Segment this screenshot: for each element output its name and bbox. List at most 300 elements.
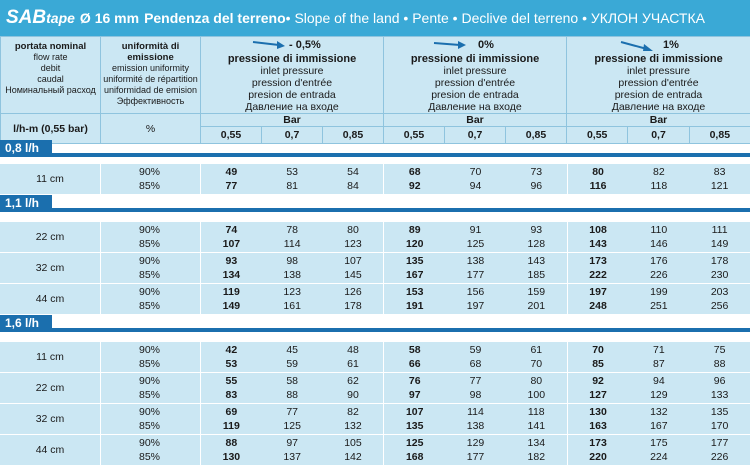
length-value: 114	[467, 405, 484, 419]
length-value: 149	[711, 237, 729, 251]
length-value: 130	[223, 450, 241, 464]
slope-header-neg: - 0,5% pressione di immissione inlet pressure pression d'entrée presion de entrada Давление на входе	[201, 37, 384, 114]
length-value: 135	[406, 254, 424, 268]
length-value: 128	[528, 237, 546, 251]
table-row	[0, 222, 750, 253]
table-row	[0, 164, 750, 195]
length-value: 127	[589, 388, 607, 402]
length-value: 230	[711, 268, 729, 282]
header-table	[0, 36, 750, 144]
length-value: 91	[470, 223, 482, 237]
length-value: 121	[711, 179, 729, 193]
uniformity-cell	[101, 222, 201, 252]
length-cell	[201, 342, 262, 372]
uniformity-value: 85%	[139, 237, 160, 251]
length-value: 58	[409, 343, 421, 357]
length-cell	[689, 222, 750, 252]
length-value: 163	[589, 419, 607, 433]
length-value: 149	[223, 299, 241, 313]
uniformity-value: 90%	[139, 405, 160, 419]
length-value: 138	[467, 254, 485, 268]
spacing-cell: 22 cm	[0, 373, 101, 403]
length-cell	[568, 404, 629, 434]
length-value: 75	[714, 343, 726, 357]
length-cell	[628, 253, 689, 283]
length-cell	[568, 284, 629, 314]
uniformity-value: 85%	[139, 419, 160, 433]
length-cell	[201, 435, 262, 465]
length-value: 88	[286, 388, 298, 402]
length-value: 222	[589, 268, 607, 282]
length-cell	[384, 164, 445, 194]
length-value: 173	[589, 436, 607, 450]
length-value: 177	[467, 268, 485, 282]
length-value: 74	[226, 223, 238, 237]
length-value: 53	[286, 165, 298, 179]
uniformity-cell	[101, 164, 201, 194]
uniformity-cell	[101, 435, 201, 465]
length-value: 92	[409, 179, 421, 193]
length-value: 135	[711, 405, 729, 419]
slope-group	[201, 435, 383, 465]
tape-size: Ø 16 mm	[80, 10, 139, 26]
length-value: 123	[344, 237, 362, 251]
length-value: 107	[223, 237, 241, 251]
length-cell	[262, 342, 323, 372]
length-value: 62	[347, 374, 359, 388]
length-value: 48	[347, 343, 359, 357]
length-value: 143	[528, 254, 546, 268]
length-value: 119	[223, 419, 240, 433]
uniformity-cell	[101, 253, 201, 283]
slope-group	[383, 373, 566, 403]
length-value: 82	[347, 405, 359, 419]
length-value: 66	[409, 357, 421, 371]
length-value: 42	[226, 343, 238, 357]
length-cell	[628, 404, 689, 434]
length-cell	[628, 284, 689, 314]
length-value: 94	[653, 374, 665, 388]
length-cell	[384, 222, 445, 252]
length-value: 133	[711, 388, 729, 402]
length-value: 138	[283, 268, 301, 282]
length-value: 71	[653, 343, 665, 357]
uniformity-value: 90%	[139, 223, 160, 237]
length-value: 145	[344, 268, 362, 282]
uniformity-value: 90%	[139, 165, 160, 179]
length-value: 107	[406, 405, 424, 419]
length-value: 111	[712, 223, 728, 237]
length-value: 197	[589, 285, 607, 299]
length-value: 83	[226, 388, 238, 402]
length-cell	[384, 435, 445, 465]
length-value: 175	[650, 436, 668, 450]
length-value: 167	[650, 419, 668, 433]
length-cell	[445, 253, 506, 283]
length-value: 82	[653, 165, 665, 179]
length-value: 68	[409, 165, 421, 179]
uniformity-value: 85%	[139, 268, 160, 282]
bar-group-zero: Bar 0,55 0,7 0,85	[384, 114, 567, 144]
length-value: 88	[714, 357, 726, 371]
length-cell	[568, 373, 629, 403]
length-value: 132	[650, 405, 668, 419]
length-cell	[323, 222, 384, 252]
length-value: 134	[528, 436, 546, 450]
spacing-cell: 32 cm	[0, 404, 101, 434]
section-header	[0, 195, 750, 212]
length-cell	[445, 222, 506, 252]
length-value: 199	[650, 285, 668, 299]
length-value: 59	[286, 357, 298, 371]
length-value: 224	[650, 450, 668, 464]
length-value: 137	[283, 450, 301, 464]
uniformity-cell	[101, 404, 201, 434]
slope-header-zero: 0% pressione di immissione inlet pressure pression d'entrée presion de entrada Давление на входе	[384, 37, 567, 114]
length-value: 68	[470, 357, 482, 371]
length-value: 156	[467, 285, 485, 299]
table-row	[0, 284, 750, 315]
length-value: 142	[344, 450, 362, 464]
table-row	[0, 373, 750, 404]
table-row	[0, 342, 750, 373]
length-cell	[201, 284, 262, 314]
bar-group-pos: Bar 0,55 0,7 0,85	[567, 114, 750, 144]
length-value: 107	[344, 254, 362, 268]
slope-group	[201, 222, 383, 252]
flow-rate-header: portata nominal flow rate debit caudal Номинальный расход	[1, 37, 101, 114]
length-cell	[201, 253, 262, 283]
length-value: 70	[592, 343, 604, 357]
length-value: 61	[347, 357, 359, 371]
length-value: 220	[589, 450, 607, 464]
slope-group	[201, 164, 383, 194]
length-cell	[568, 342, 629, 372]
length-value: 141	[528, 419, 546, 433]
length-cell	[262, 253, 323, 283]
length-value: 125	[406, 436, 424, 450]
length-cell	[506, 373, 567, 403]
length-value: 132	[344, 419, 362, 433]
length-cell	[323, 164, 384, 194]
table-body	[0, 140, 750, 466]
length-value: 129	[467, 436, 485, 450]
length-value: 77	[226, 179, 238, 193]
length-value: 89	[409, 223, 421, 237]
section-gap	[0, 212, 750, 222]
slope-group	[201, 373, 383, 403]
uniformity-value: 90%	[139, 436, 160, 450]
length-value: 96	[714, 374, 726, 388]
length-value: 135	[406, 419, 424, 433]
slope-group	[383, 284, 566, 314]
length-cell	[506, 222, 567, 252]
length-value: 92	[592, 374, 604, 388]
length-cell	[262, 404, 323, 434]
slope-group	[567, 342, 750, 372]
length-value: 114	[284, 237, 301, 251]
length-cell	[323, 373, 384, 403]
length-cell	[384, 373, 445, 403]
length-value: 76	[409, 374, 421, 388]
length-cell	[262, 373, 323, 403]
spacing-cell: 44 cm	[0, 284, 101, 314]
length-value: 178	[344, 299, 362, 313]
length-value: 78	[286, 223, 298, 237]
length-value: 83	[714, 165, 726, 179]
length-cell	[201, 373, 262, 403]
length-cell	[689, 164, 750, 194]
length-cell	[323, 435, 384, 465]
length-value: 123	[283, 285, 301, 299]
uniformity-value: 85%	[139, 179, 160, 193]
length-cell	[628, 435, 689, 465]
length-value: 138	[467, 419, 485, 433]
length-cell	[628, 222, 689, 252]
length-cell	[568, 164, 629, 194]
section-gap	[0, 157, 750, 164]
length-value: 125	[283, 419, 301, 433]
length-value: 73	[530, 165, 542, 179]
length-value: 69	[226, 405, 238, 419]
length-value: 251	[650, 299, 668, 313]
length-value: 87	[653, 357, 665, 371]
slope-arrow-icon	[432, 39, 468, 51]
slope-group	[201, 342, 383, 372]
uniformity-header: uniformità di emissione emission uniformity uniformité de répartition uniformidad de emision Эффективность	[101, 37, 201, 114]
length-value: 85	[592, 357, 604, 371]
length-value: 98	[470, 388, 482, 402]
length-value: 90	[347, 388, 359, 402]
length-value: 70	[470, 165, 482, 179]
section-header	[0, 315, 750, 332]
slope-group	[567, 404, 750, 434]
table-row	[0, 435, 750, 466]
section-divider	[52, 328, 750, 332]
length-value: 45	[286, 343, 298, 357]
slope-arrow-icon	[619, 39, 655, 53]
length-value: 125	[467, 237, 485, 251]
length-value: 226	[711, 450, 729, 464]
length-value: 97	[409, 388, 421, 402]
slope-group	[567, 164, 750, 194]
slope-group	[383, 342, 566, 372]
length-value: 161	[283, 299, 301, 313]
length-cell	[445, 373, 506, 403]
length-cell	[445, 404, 506, 434]
length-cell	[506, 253, 567, 283]
uniformity-value: 90%	[139, 343, 160, 357]
length-cell	[628, 342, 689, 372]
slope-group	[383, 222, 566, 252]
title-bar	[0, 0, 750, 36]
uniformity-unit-label: %	[101, 114, 201, 144]
length-value: 49	[226, 165, 238, 179]
section-gap	[0, 332, 750, 342]
length-value: 80	[592, 165, 604, 179]
slope-arrow-icon	[251, 39, 287, 51]
slope-group	[567, 435, 750, 465]
length-cell	[262, 284, 323, 314]
length-value: 108	[589, 223, 607, 237]
length-cell	[384, 253, 445, 283]
slope-group	[383, 253, 566, 283]
bar-group-neg: Bar 0,55 0,7 0,85	[201, 114, 384, 144]
spacing-cell: 11 cm	[0, 164, 101, 194]
length-value: 182	[528, 450, 546, 464]
uniformity-cell	[101, 342, 201, 372]
length-value: 167	[406, 268, 424, 282]
uniformity-value: 90%	[139, 374, 160, 388]
length-cell	[568, 435, 629, 465]
length-cell	[262, 222, 323, 252]
uniformity-value: 85%	[139, 299, 160, 313]
slope-group	[383, 404, 566, 434]
length-cell	[201, 404, 262, 434]
length-value: 191	[406, 299, 424, 313]
length-value: 59	[470, 343, 482, 357]
length-value: 70	[530, 357, 542, 371]
length-value: 118	[528, 405, 545, 419]
length-value: 173	[589, 254, 607, 268]
length-cell	[445, 342, 506, 372]
length-cell	[689, 253, 750, 283]
length-cell	[201, 222, 262, 252]
length-value: 110	[650, 223, 667, 237]
slope-group	[201, 253, 383, 283]
uniformity-value: 85%	[139, 357, 160, 371]
uniformity-value: 85%	[139, 450, 160, 464]
title-translations: • Slope of the land • Pente • Declive del terreno • УКЛОН УЧАСТКА	[286, 10, 705, 26]
length-value: 96	[530, 179, 542, 193]
length-value: 105	[344, 436, 362, 450]
length-value: 81	[286, 179, 298, 193]
length-cell	[445, 284, 506, 314]
title-italian: Pendenza del terreno	[144, 10, 286, 26]
length-value: 119	[223, 285, 240, 299]
length-value: 178	[711, 254, 729, 268]
length-value: 126	[344, 285, 362, 299]
length-value: 94	[470, 179, 482, 193]
length-value: 55	[226, 374, 238, 388]
length-value: 61	[530, 343, 542, 357]
length-cell	[323, 253, 384, 283]
length-cell	[689, 284, 750, 314]
length-cell	[323, 404, 384, 434]
length-cell	[323, 342, 384, 372]
length-value: 168	[406, 450, 424, 464]
length-value: 256	[711, 299, 729, 313]
length-value: 77	[470, 374, 482, 388]
length-cell	[689, 342, 750, 372]
length-value: 146	[650, 237, 668, 251]
length-value: 201	[528, 299, 546, 313]
length-cell	[568, 253, 629, 283]
length-cell	[262, 164, 323, 194]
length-value: 97	[286, 436, 298, 450]
length-value: 53	[226, 357, 238, 371]
length-cell	[445, 435, 506, 465]
length-value: 77	[286, 405, 298, 419]
length-cell	[384, 284, 445, 314]
length-value: 100	[528, 388, 546, 402]
length-value: 93	[226, 254, 238, 268]
length-value: 226	[650, 268, 668, 282]
length-cell	[568, 222, 629, 252]
length-value: 176	[650, 254, 668, 268]
length-cell	[323, 284, 384, 314]
spacing-cell: 11 cm	[0, 342, 101, 372]
section-label: 1,6 l/h	[0, 315, 52, 332]
length-cell	[689, 373, 750, 403]
length-value: 203	[711, 285, 729, 299]
slope-group	[201, 284, 383, 314]
length-value: 120	[406, 237, 424, 251]
table-row	[0, 253, 750, 284]
slope-group	[567, 253, 750, 283]
length-value: 84	[347, 179, 359, 193]
length-value: 93	[530, 223, 542, 237]
length-value: 143	[589, 237, 607, 251]
length-value: 185	[528, 268, 546, 282]
length-cell	[506, 284, 567, 314]
section-label: 1,1 l/h	[0, 195, 52, 212]
length-cell	[506, 435, 567, 465]
uniformity-value: 90%	[139, 254, 160, 268]
uniformity-cell	[101, 373, 201, 403]
length-cell	[506, 404, 567, 434]
section-label: 0,8 l/h	[0, 140, 52, 157]
slope-group	[383, 164, 566, 194]
uniformity-value: 85%	[139, 388, 160, 402]
slope-group	[383, 435, 566, 465]
length-value: 248	[589, 299, 607, 313]
length-value: 98	[286, 254, 298, 268]
table-row	[0, 404, 750, 435]
section-divider	[52, 208, 750, 212]
length-cell	[628, 373, 689, 403]
length-cell	[689, 404, 750, 434]
section-header	[0, 140, 750, 157]
length-cell	[384, 404, 445, 434]
length-cell	[384, 342, 445, 372]
slope-header-pos: 1% pressione di immissione inlet pressure pression d'entrée presion de entrada Давление на входе	[567, 37, 750, 114]
length-value: 177	[711, 436, 729, 450]
spacing-cell: 44 cm	[0, 435, 101, 465]
slope-group	[567, 222, 750, 252]
length-cell	[262, 435, 323, 465]
uniformity-cell	[101, 284, 201, 314]
length-value: 170	[711, 419, 729, 433]
length-value: 58	[286, 374, 298, 388]
length-value: 80	[530, 374, 542, 388]
length-value: 116	[590, 179, 607, 193]
length-cell	[201, 164, 262, 194]
length-value: 88	[226, 436, 238, 450]
length-value: 134	[223, 268, 241, 282]
uniformity-value: 90%	[139, 285, 160, 299]
length-cell	[689, 435, 750, 465]
length-value: 197	[467, 299, 485, 313]
length-value: 177	[467, 450, 485, 464]
spacing-cell: 32 cm	[0, 253, 101, 283]
spacing-cell: 22 cm	[0, 222, 101, 252]
length-value: 129	[650, 388, 668, 402]
length-value: 159	[528, 285, 546, 299]
length-cell	[506, 164, 567, 194]
slope-group	[567, 284, 750, 314]
slope-group	[567, 373, 750, 403]
